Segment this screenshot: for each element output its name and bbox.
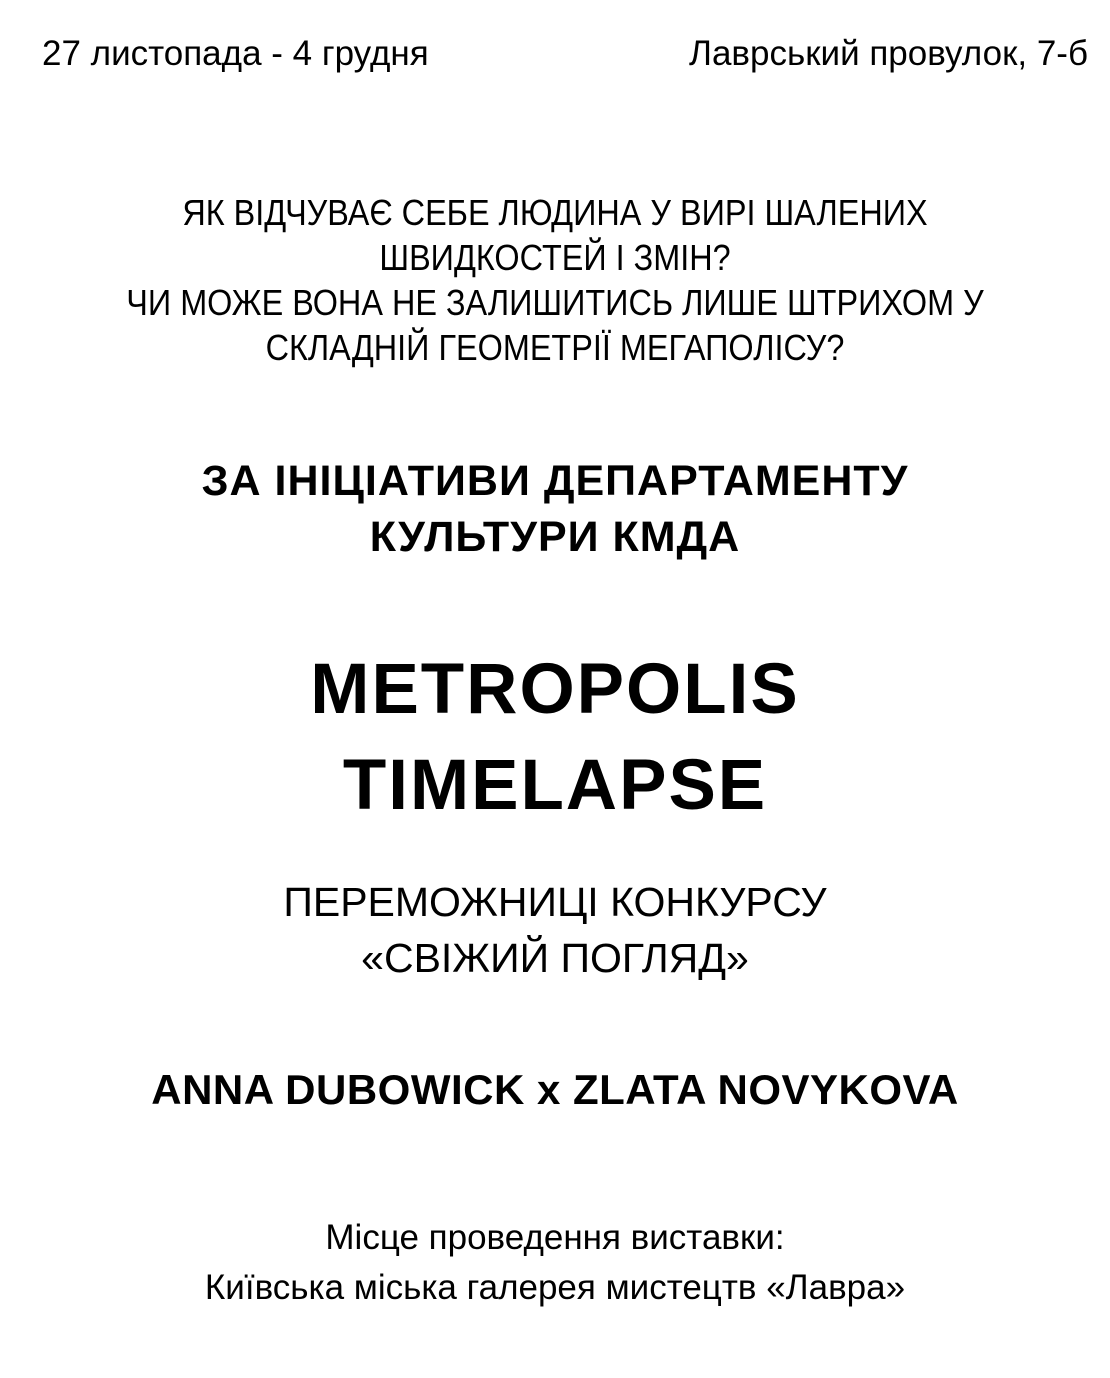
venue-label: Місце проведення виставки: (325, 1218, 785, 1257)
title-line: METROPOLIS (310, 650, 800, 729)
winners-line: ПЕРЕМОЖНИЦІ КОНКУРСУ (283, 879, 827, 925)
exhibition-title (0, 642, 1110, 834)
competition-winners (0, 874, 1110, 986)
question-line: ЧИ МОЖЕ ВОНА НЕ ЗАЛИШИТИСЬ ЛИШЕ ШТРИХОМ У (126, 282, 984, 323)
question-line: ЯК ВІДЧУВАЄ СЕБЕ ЛЮДИНА У ВИРІ ШАЛЕНИХ (182, 192, 928, 233)
question-line: ШВИДКОСТЕЙ І ЗМІН? (379, 237, 731, 278)
initiative-line: КУЛЬТУРИ КМДА (369, 513, 741, 561)
initiative-heading (0, 453, 1110, 565)
artist-names: ANNA DUBOWICK x ZLATA NOVYKOVA (151, 1066, 959, 1113)
intro-question (56, 190, 1055, 370)
title-line: TIMELAPSE (342, 746, 768, 825)
initiative-line: ЗА ІНІЦІАТИВИ ДЕПАРТАМЕНТУ (201, 457, 909, 505)
question-line: СКЛАДНІЙ ГЕОМЕТРІЇ МЕГАПОЛІСУ? (265, 327, 845, 368)
venue-info (0, 1213, 1110, 1313)
winners-line: «СВІЖИЙ ПОГЛЯД» (361, 935, 749, 981)
exhibition-dates: 27 листопада - 4 грудня (42, 34, 429, 73)
venue-name: Київська міська галерея мистецтв «Лавра» (204, 1268, 906, 1307)
exhibition-address: Лаврський провулок, 7-б (688, 34, 1088, 73)
